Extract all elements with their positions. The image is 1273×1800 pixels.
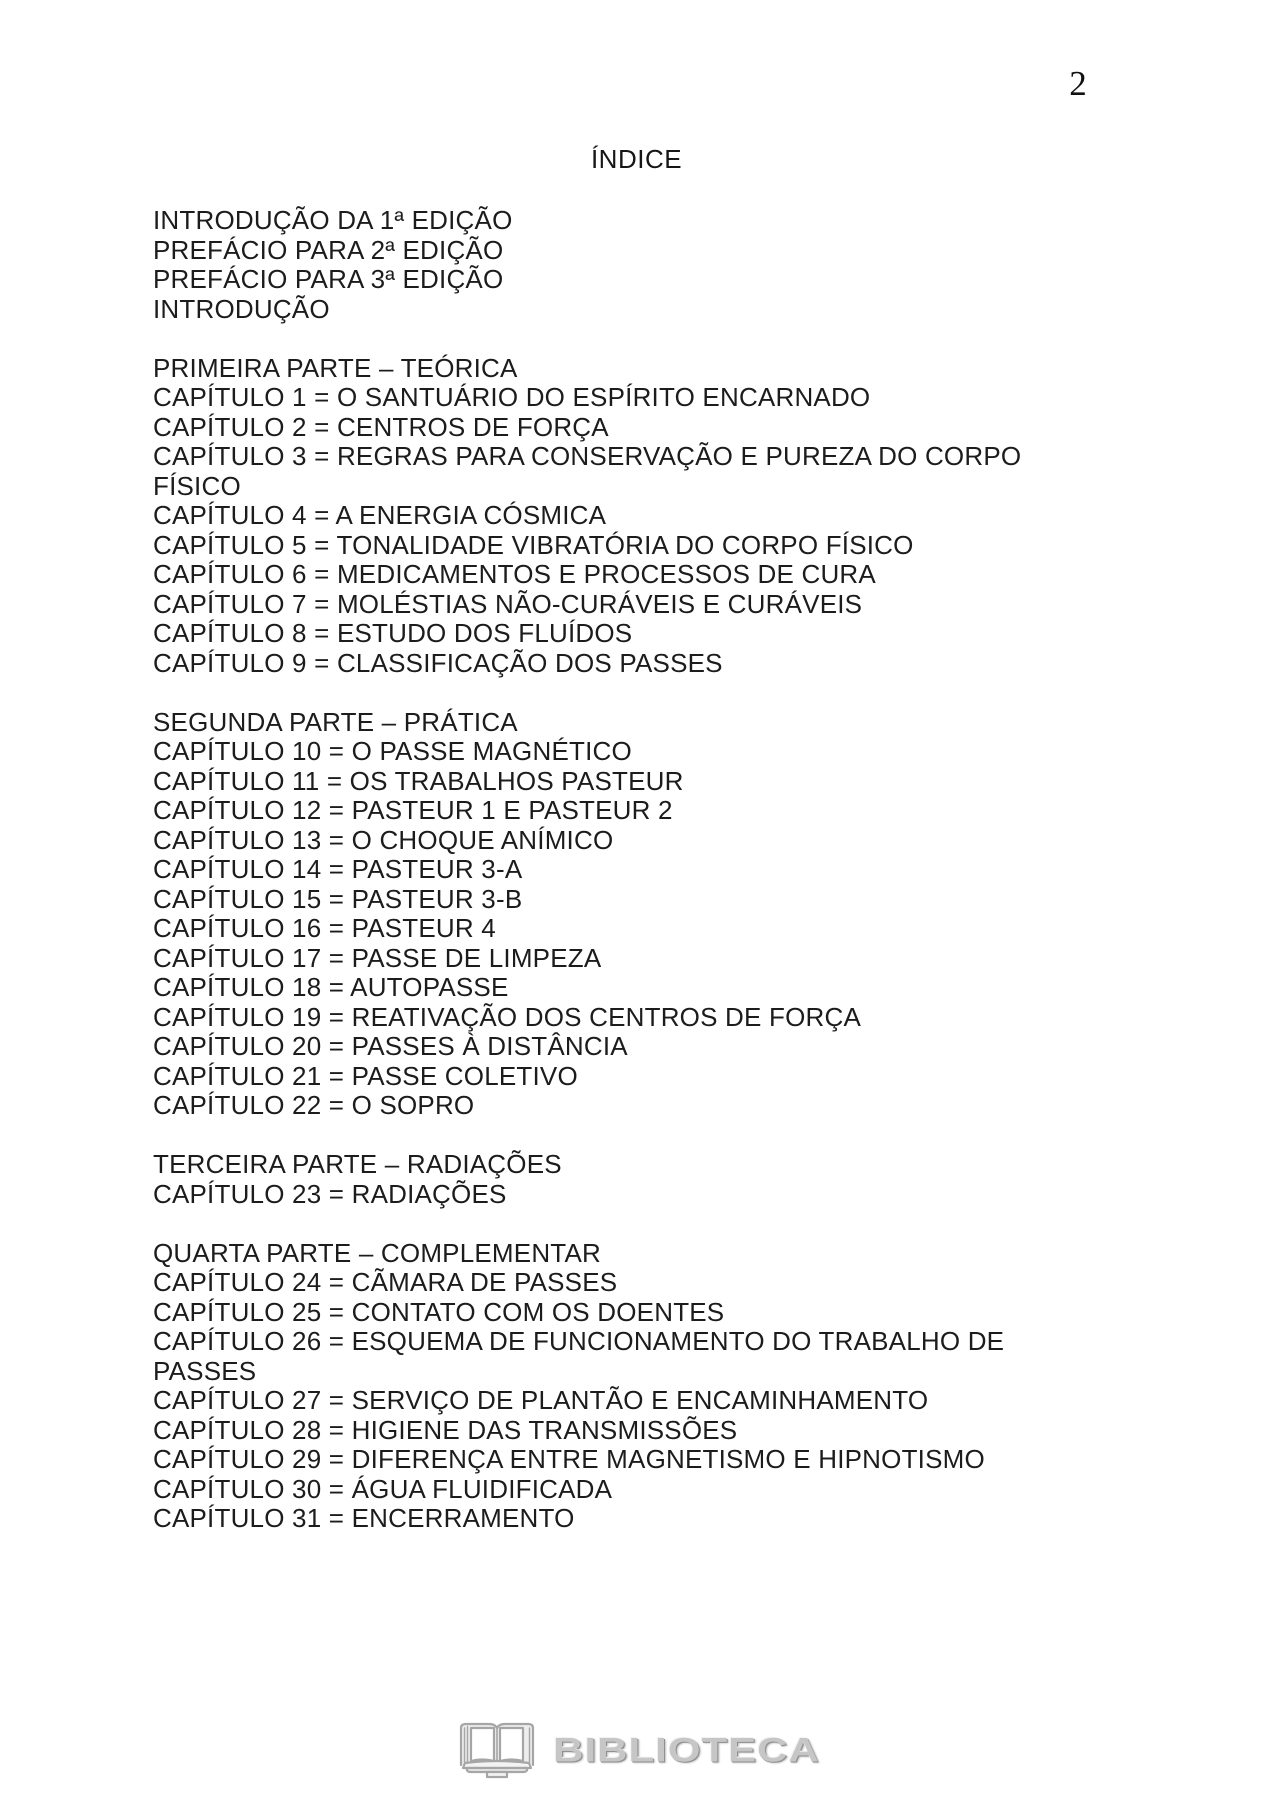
- page-number: 2: [1069, 64, 1087, 103]
- toc-line: INTRODUÇÃO: [153, 293, 330, 324]
- toc-line: PRIMEIRA PARTE – TEÓRICA: [153, 352, 518, 383]
- toc-line: CAPÍTULO 2 = CENTROS DE FORÇA: [153, 411, 609, 442]
- toc-line: PREFÁCIO PARA 3ª EDIÇÃO: [153, 264, 504, 294]
- toc-line: CAPÍTULO 24 = CÃMARA DE PASSES: [153, 1267, 618, 1297]
- toc-block-front-matter: [153, 206, 1133, 324]
- toc-line: CAPÍTULO 29 = DIFERENÇA ENTRE MAGNETISMO E HIPNOTISMO: [153, 1444, 985, 1474]
- toc-line: SEGUNDA PARTE – PRÁTICA: [153, 706, 518, 737]
- toc-line: CAPÍTULO 3 = REGRAS PARA CONSERVAÇÃO E PUREZA DO CORPO: [153, 441, 1022, 471]
- toc-line: CAPÍTULO 13 = O CHOQUE ANÍMICO: [153, 824, 614, 855]
- toc-line: CAPÍTULO 15 = PASTEUR 3-B: [153, 883, 523, 914]
- toc-line: CAPÍTULO 23 = RADIAÇÕES: [153, 1178, 507, 1209]
- toc-line: CAPÍTULO 7 = MOLÉSTIAS NÃO-CURÁVEIS E CURÁVEIS: [153, 588, 863, 619]
- toc-block-terceira-parte: [153, 1150, 1133, 1209]
- toc-line: CAPÍTULO 19 = REATIVAÇÃO DOS CENTROS DE FORÇA: [153, 1001, 862, 1032]
- toc-line: CAPÍTULO 4 = A ENERGIA CÓSMICA: [153, 500, 607, 530]
- page-title: ÍNDICE: [590, 144, 683, 174]
- toc-line: CAPÍTULO 22 = O SOPRO: [153, 1090, 475, 1120]
- toc-line: CAPÍTULO 18 = AUTOPASSE: [153, 972, 509, 1002]
- toc-line: CAPÍTULO 14 = PASTEUR 3-A: [153, 854, 523, 884]
- toc-block-quarta-parte: [153, 1239, 1133, 1534]
- toc-line: CAPÍTULO 16 = PASTEUR 4: [153, 913, 496, 943]
- toc-line: CAPÍTULO 20 = PASSES À DISTÂNCIA: [153, 1031, 628, 1061]
- toc-line: CAPÍTULO 6 = MEDICAMENTOS E PROCESSOS DE CURA: [153, 559, 876, 589]
- toc-line: CAPÍTULO 21 = PASSE COLETIVO: [153, 1060, 578, 1091]
- toc-line: PASSES: [153, 1355, 257, 1386]
- toc-line: CAPÍTULO 25 = CONTATO COM OS DOENTES: [153, 1296, 725, 1327]
- toc-line: CAPÍTULO 17 = PASSE DE LIMPEZA: [153, 942, 602, 973]
- toc-line: CAPÍTULO 31 = ENCERRAMENTO: [153, 1503, 575, 1533]
- open-book-icon: [453, 1716, 541, 1784]
- toc-line: CAPÍTULO 9 = CLASSIFICAÇÃO DOS PASSES: [153, 647, 723, 678]
- toc-line: CAPÍTULO 30 = ÁGUA FLUIDIFICADA: [153, 1473, 613, 1504]
- toc-line: CAPÍTULO 10 = O PASSE MAGNÉTICO: [153, 736, 632, 766]
- toc-line: TERCEIRA PARTE – RADIAÇÕES: [153, 1149, 562, 1179]
- footer-logo-text: BIBLIOTECA: [553, 1730, 820, 1769]
- footer-logo: [0, 1716, 1273, 1784]
- toc-line: CAPÍTULO 27 = SERVIÇO DE PLANTÃO E ENCAMINHAMENTO: [153, 1385, 929, 1415]
- toc-line: CAPÍTULO 1 = O SANTUÁRIO DO ESPÍRITO ENCARNADO: [153, 382, 871, 412]
- toc-line: PREFÁCIO PARA 2ª EDIÇÃO: [153, 234, 504, 265]
- toc-line: QUARTA PARTE – COMPLEMENTAR: [153, 1237, 601, 1268]
- toc-line: CAPÍTULO 8 = ESTUDO DOS FLUÍDOS: [153, 618, 633, 648]
- toc: [153, 206, 1133, 1534]
- toc-line: CAPÍTULO 5 = TONALIDADE VIBRATÓRIA DO CORPO FÍSICO: [153, 529, 914, 560]
- toc-block-primeira-parte: [153, 354, 1133, 679]
- toc-line: CAPÍTULO 11 = OS TRABALHOS PASTEUR: [153, 765, 684, 796]
- toc-block-segunda-parte: [153, 708, 1133, 1121]
- toc-line: CAPÍTULO 12 = PASTEUR 1 E PASTEUR 2: [153, 795, 673, 825]
- toc-line: INTRODUÇÃO DA 1ª EDIÇÃO: [153, 205, 513, 235]
- toc-line: CAPÍTULO 26 = ESQUEMA DE FUNCIONAMENTO DO TRABALHO DE: [153, 1326, 1005, 1356]
- toc-line: FÍSICO: [153, 470, 241, 501]
- toc-line: CAPÍTULO 28 = HIGIENE DAS TRANSMISSÕES: [153, 1414, 738, 1445]
